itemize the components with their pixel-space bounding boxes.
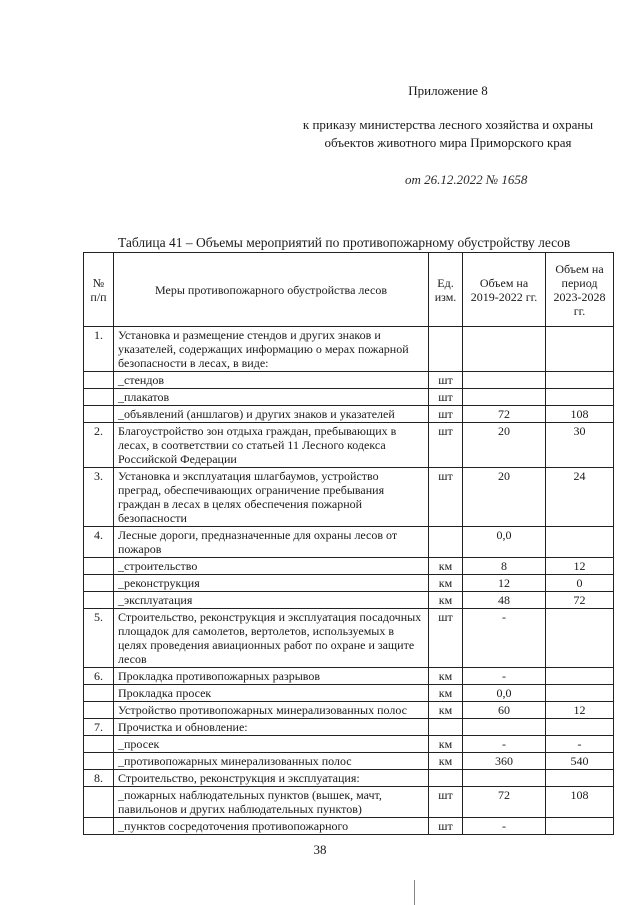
cell-measure: _противопожарных минерализованных полос xyxy=(114,753,429,770)
cell-volume-2023-2028 xyxy=(546,609,614,668)
cell-volume-2019-2022: 20 xyxy=(463,468,546,527)
cell-volume-2019-2022: - xyxy=(463,818,546,835)
cell-unit: км xyxy=(429,753,463,770)
table-row xyxy=(84,719,614,736)
cell-volume-2023-2028: - xyxy=(546,736,614,753)
cell-measure: Строительство, реконструкция и эксплуатация посадочных площадок для самолетов, вертолетов, используемых в целях проведения авиационных работ по охране и защите лесов xyxy=(114,609,429,668)
table-row xyxy=(84,818,614,835)
cell-num: 5. xyxy=(84,609,114,668)
cell-measure: _стендов xyxy=(114,372,429,389)
cell-measure: Благоустройство зон отдыха граждан, пребывающих в лесах, в соответствии со статьей 11 Лесного кодекса Российской Федерации xyxy=(114,423,429,468)
cell-volume-2019-2022: 360 xyxy=(463,753,546,770)
header-measure: Меры противопожарного обустройства лесов xyxy=(114,253,429,327)
table-row xyxy=(84,753,614,770)
cell-measure: _объявлений (аншлагов) и других знаков и указателей xyxy=(114,406,429,423)
table-header-row xyxy=(84,253,614,327)
scan-artifact-line xyxy=(414,880,415,905)
cell-num xyxy=(84,592,114,609)
table-row xyxy=(84,736,614,753)
table-row xyxy=(84,668,614,685)
cell-unit: км xyxy=(429,575,463,592)
table-row xyxy=(84,558,614,575)
cell-measure: _эксплуатация xyxy=(114,592,429,609)
cell-num: 2. xyxy=(84,423,114,468)
cell-measure: Прочистка и обновление: xyxy=(114,719,429,736)
cell-num xyxy=(84,389,114,406)
cell-volume-2023-2028: 12 xyxy=(546,558,614,575)
cell-unit xyxy=(429,327,463,372)
cell-measure: Прокладка противопожарных разрывов xyxy=(114,668,429,685)
cell-num: 1. xyxy=(84,327,114,372)
cell-volume-2019-2022 xyxy=(463,327,546,372)
table-row xyxy=(84,770,614,787)
cell-unit xyxy=(429,719,463,736)
cell-measure: Прокладка просек xyxy=(114,685,429,702)
table-row xyxy=(84,787,614,818)
cell-num: 7. xyxy=(84,719,114,736)
cell-unit xyxy=(429,770,463,787)
table-row xyxy=(84,423,614,468)
cell-unit: км xyxy=(429,736,463,753)
cell-volume-2023-2028 xyxy=(546,770,614,787)
cell-num xyxy=(84,787,114,818)
cell-measure: _пожарных наблюдательных пунктов (вышек, мачт, павильонов и других наблюдательных пунктов) xyxy=(114,787,429,818)
cell-num xyxy=(84,406,114,423)
measures-table xyxy=(83,252,614,835)
cell-num xyxy=(84,558,114,575)
table-row xyxy=(84,592,614,609)
header-num: № п/п xyxy=(84,253,114,327)
cell-measure: _реконструкция xyxy=(114,575,429,592)
header-volume-2023-2028: Объем на период 2023-2028 гг. xyxy=(546,253,614,327)
cell-measure: Лесные дороги, предназначенные для охраны лесов от пожаров xyxy=(114,527,429,558)
cell-volume-2023-2028 xyxy=(546,668,614,685)
cell-volume-2019-2022 xyxy=(463,770,546,787)
cell-measure: Устройство противопожарных минерализованных полос xyxy=(114,702,429,719)
cell-unit: шт xyxy=(429,818,463,835)
cell-unit: шт xyxy=(429,609,463,668)
cell-volume-2023-2028 xyxy=(546,685,614,702)
cell-num xyxy=(84,753,114,770)
page-number: 38 xyxy=(313,842,327,857)
cell-num: 3. xyxy=(84,468,114,527)
cell-unit: км xyxy=(429,592,463,609)
cell-unit: км xyxy=(429,702,463,719)
cell-volume-2019-2022: 72 xyxy=(463,406,546,423)
header-unit: Ед. изм. xyxy=(429,253,463,327)
table-caption: Таблица 41 – Объемы мероприятий по противопожарному обустройству лесов xyxy=(118,235,571,250)
cell-num xyxy=(84,818,114,835)
cell-volume-2023-2028 xyxy=(546,389,614,406)
appendix-title: Приложение 8 xyxy=(408,83,488,98)
cell-volume-2023-2028: 540 xyxy=(546,753,614,770)
cell-unit: шт xyxy=(429,406,463,423)
cell-unit: шт xyxy=(429,389,463,406)
cell-unit: шт xyxy=(429,468,463,527)
cell-measure: Установка и эксплуатация шлагбаумов, устройство преград, обеспечивающих ограничение пребывания граждан в лесах в целях обеспечения пожарной безопасности xyxy=(114,468,429,527)
cell-volume-2023-2028 xyxy=(546,327,614,372)
cell-num xyxy=(84,575,114,592)
table-row xyxy=(84,685,614,702)
table-row xyxy=(84,406,614,423)
cell-unit: км xyxy=(429,685,463,702)
cell-measure: _пунктов сосредоточения противопожарного xyxy=(114,818,429,835)
table-row xyxy=(84,527,614,558)
cell-unit: км xyxy=(429,668,463,685)
table-row xyxy=(84,327,614,372)
header-volume-2019-2022: Объем на 2019-2022 гг. xyxy=(463,253,546,327)
cell-volume-2023-2028: 108 xyxy=(546,787,614,818)
cell-volume-2019-2022: 12 xyxy=(463,575,546,592)
cell-volume-2019-2022: 8 xyxy=(463,558,546,575)
order-reference: от 26.12.2022 № 1658 xyxy=(405,172,528,187)
cell-volume-2023-2028 xyxy=(546,818,614,835)
cell-volume-2019-2022 xyxy=(463,372,546,389)
table-row xyxy=(84,575,614,592)
cell-volume-2019-2022 xyxy=(463,389,546,406)
appendix-block xyxy=(300,82,596,152)
cell-measure: _плакатов xyxy=(114,389,429,406)
cell-num xyxy=(84,685,114,702)
table-row xyxy=(84,468,614,527)
cell-num xyxy=(84,702,114,719)
cell-volume-2019-2022: 60 xyxy=(463,702,546,719)
cell-volume-2019-2022: 20 xyxy=(463,423,546,468)
cell-volume-2023-2028: 24 xyxy=(546,468,614,527)
cell-volume-2019-2022: 72 xyxy=(463,787,546,818)
cell-volume-2023-2028: 0 xyxy=(546,575,614,592)
cell-volume-2019-2022: - xyxy=(463,736,546,753)
table-row xyxy=(84,702,614,719)
cell-volume-2019-2022: 0,0 xyxy=(463,527,546,558)
cell-unit xyxy=(429,527,463,558)
cell-volume-2019-2022: 0,0 xyxy=(463,685,546,702)
table-row xyxy=(84,609,614,668)
cell-volume-2019-2022: - xyxy=(463,609,546,668)
cell-volume-2019-2022: 48 xyxy=(463,592,546,609)
cell-measure: Установка и размещение стендов и других знаков и указателей, содержащих информацию о мерах пожарной безопасности в лесах, в виде: xyxy=(114,327,429,372)
cell-unit: км xyxy=(429,558,463,575)
cell-volume-2023-2028 xyxy=(546,719,614,736)
cell-unit: шт xyxy=(429,372,463,389)
cell-volume-2023-2028: 72 xyxy=(546,592,614,609)
table-body xyxy=(84,327,614,835)
table-row xyxy=(84,372,614,389)
cell-unit: шт xyxy=(429,423,463,468)
cell-measure: _строительство xyxy=(114,558,429,575)
cell-volume-2023-2028: 30 xyxy=(546,423,614,468)
table-row xyxy=(84,389,614,406)
cell-num xyxy=(84,372,114,389)
cell-unit: шт xyxy=(429,787,463,818)
cell-num xyxy=(84,736,114,753)
cell-volume-2019-2022: - xyxy=(463,668,546,685)
cell-volume-2023-2028: 108 xyxy=(546,406,614,423)
cell-num: 4. xyxy=(84,527,114,558)
appendix-subtitle: к приказу министерства лесного хозяйства и охраны объектов животного мира Приморского края xyxy=(302,117,594,150)
cell-num: 8. xyxy=(84,770,114,787)
cell-volume-2019-2022 xyxy=(463,719,546,736)
cell-measure: Строительство, реконструкция и эксплуатация: xyxy=(114,770,429,787)
cell-volume-2023-2028 xyxy=(546,527,614,558)
cell-measure: _просек xyxy=(114,736,429,753)
cell-volume-2023-2028: 12 xyxy=(546,702,614,719)
cell-num: 6. xyxy=(84,668,114,685)
cell-volume-2023-2028 xyxy=(546,372,614,389)
